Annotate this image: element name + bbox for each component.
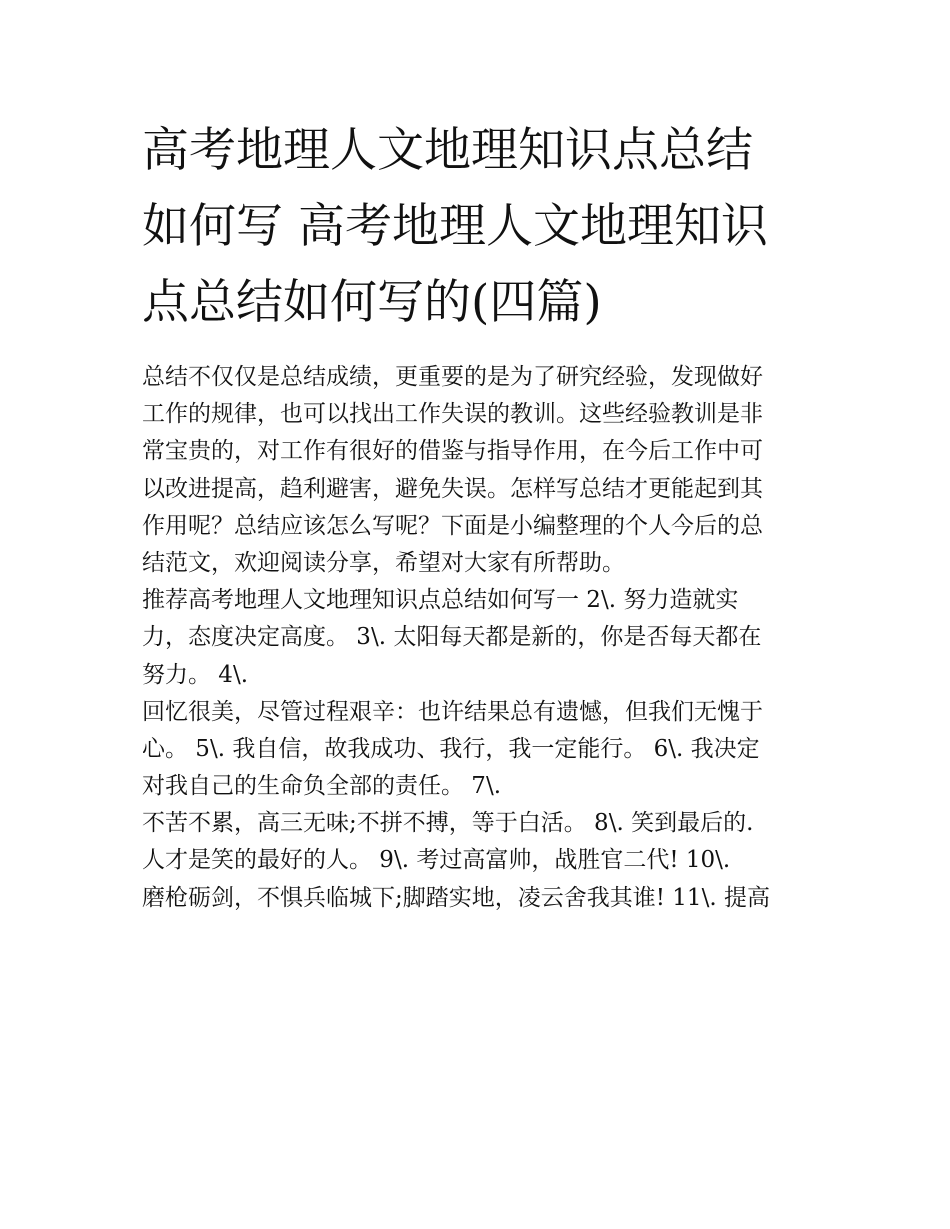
- title-line: 如何写 高考地理人文地理知识: [142, 199, 768, 254]
- body-line: 磨枪砺剑，不惧兵临城下;脚踏实地，凌云舍我其谁! 11\. 提高: [142, 884, 770, 911]
- document-title: [142, 113, 822, 341]
- body-line: 心。 5\. 我自信，故我成功、我行，我一定能行。 6\. 我决定: [142, 735, 760, 762]
- body-line: 工作的规律，也可以找出工作失误的教训。这些经验教训是非: [142, 401, 763, 428]
- body-line: 不苦不累，高三无味;不拼不搏，等于白活。 8\. 笑到最后的.: [142, 810, 754, 837]
- body-line: 以改进提高，趋利避害，避免失误。怎样写总结才更能起到其: [142, 475, 763, 502]
- body-line: 回忆很美，尽管过程艰辛：也许结果总有遗憾，但我们无愧于: [142, 698, 763, 725]
- body-line: 推荐高考地理人文地理知识点总结如何写一 2\. 努力造就实: [142, 587, 739, 614]
- body-line: 结范文，欢迎阅读分享，希望对大家有所帮助。: [142, 549, 625, 576]
- title-line: 高考地理人文地理知识点总结: [142, 123, 753, 178]
- body-line: 力，态度决定高度。 3\. 太阳每天都是新的，你是否每天都在: [142, 624, 762, 651]
- body-line: 人才是笑的最好的人。 9\. 考过高富帅，战胜官二代! 10\.: [142, 847, 731, 874]
- body-line: 作用呢？总结应该怎么写呢？下面是小编整理的个人今后的总: [142, 512, 763, 539]
- body-line: 努力。 4\.: [142, 661, 249, 688]
- title-line: 点总结如何写的(四篇): [142, 275, 602, 330]
- body-line: 对我自己的生命负全部的责任。 7\.: [142, 773, 502, 800]
- document-body: [142, 359, 822, 917]
- body-line: 总结不仅仅是总结成绩，更重要的是为了研究经验，发现做好: [142, 364, 763, 390]
- body-line: 常宝贵的，对工作有很好的借鉴与指导作用，在今后工作中可: [142, 438, 763, 465]
